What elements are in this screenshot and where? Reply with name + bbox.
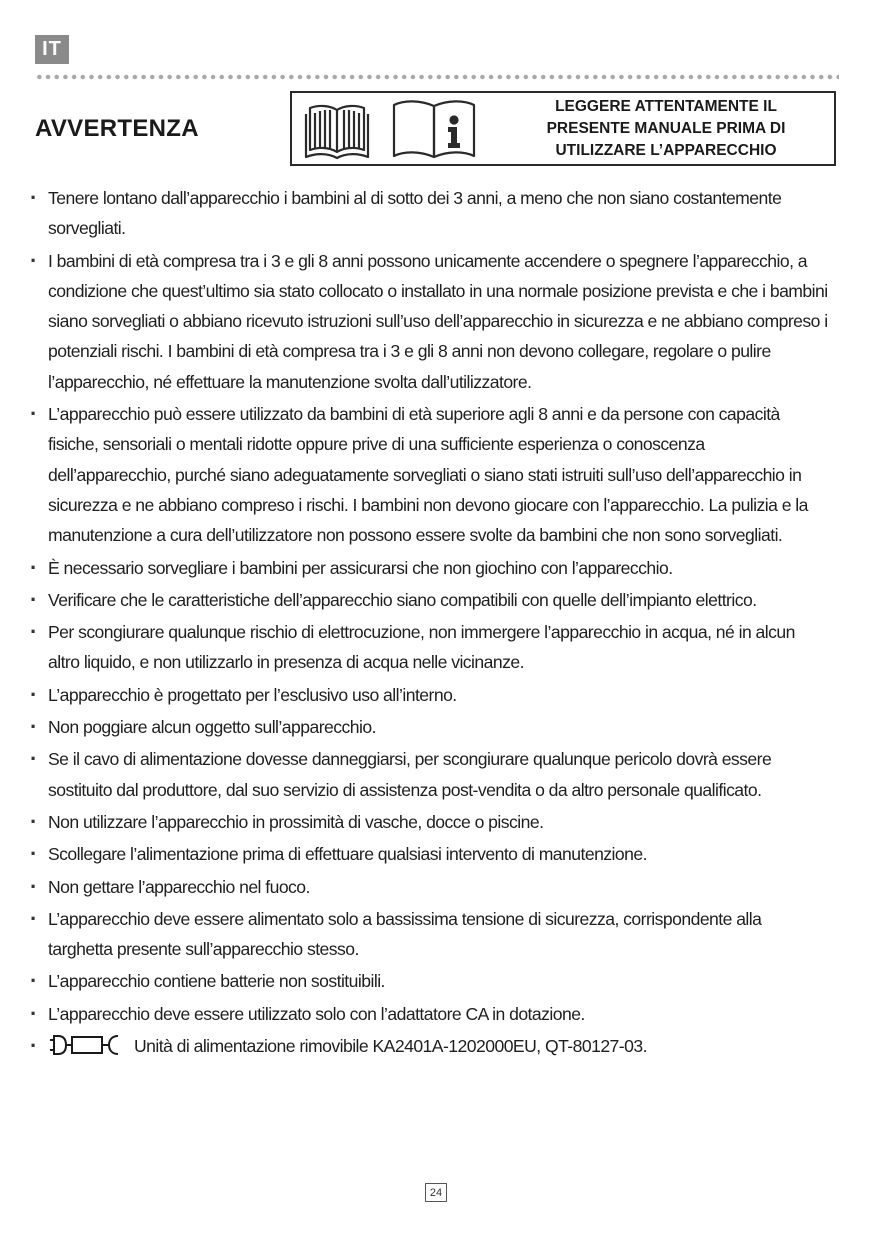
language-badge: IT [35, 35, 69, 64]
list-item: · L’apparecchio può essere utilizzato da bambini di età superiore agli 8 anni e da persone con capacità fisiche, sensoriali o mentali ridotte oppure prive di una sufficiente esperienza o conoscenza dell’apparecchio, purché siano adeguatamente sorvegliati o siano stati istruiti sull’uso dell’apparecchio in sicurezza e ne abbiano compreso i rischi. I bambini non devono giocare con l’apparecchio. La pulizia e la manutenzione a cura dell’utilizzatore non possono essere svolte da bambini che non sono sorvegliati. [30, 399, 830, 550]
list-item: · Non utilizzare l’apparecchio in prossimità di vasche, docce o piscine. [30, 807, 830, 837]
notice-text [496, 96, 836, 162]
list-item: · Non gettare l’apparecchio nel fuoco. [30, 872, 830, 902]
page-title: AVVERTENZA [35, 115, 199, 142]
list-item: · L’apparecchio deve essere utilizzato solo con l’adattatore CA in dotazione. [30, 999, 830, 1029]
read-manual-notice [290, 91, 836, 166]
list-item: · L’apparecchio è progettato per l’esclusivo uso all’interno. [30, 680, 830, 710]
list-item: · Scollegare l’alimentazione prima di effettuare qualsiasi intervento di manutenzione. [30, 839, 830, 869]
list-item: · Se il cavo di alimentazione dovesse danneggiarsi, per scongiurare qualunque pericolo dovrà essere sostituito dal produttore, dal suo servizio di assistenza post-vendita o da altro personale qualificato. [30, 744, 830, 805]
open-book-icon [304, 100, 370, 160]
list-item: · Verificare che le caratteristiche dell’apparecchio siano compatibili con quelle dell’impianto elettrico. [30, 585, 830, 615]
list-item: · Non poggiare alcun oggetto sull’apparecchio. [30, 712, 830, 742]
list-item: · È necessario sorvegliare i bambini per assicurarsi che non giochino con l’apparecchio. [30, 553, 830, 583]
notice-line: UTILIZZARE L’APPARECCHIO [555, 142, 777, 159]
power-supply-item [30, 1031, 830, 1061]
list-item: · L’apparecchio deve essere alimentato solo a bassissima tensione di sicurezza, corrispondente alla targhetta presente sull’apparecchio stesso. [30, 904, 830, 965]
list-item: · Tenere lontano dall’apparecchio i bambini al di sotto dei 3 anni, a meno che non siano costantemente sorvegliati. [30, 183, 830, 244]
detachable-power-supply-icon [48, 1034, 130, 1056]
power-supply-text: Unità di alimentazione rimovibile KA2401A-1202000EU, QT-80127-03. [134, 1036, 647, 1057]
notice-line: LEGGERE ATTENTAMENTE IL [555, 98, 777, 115]
warnings-list [30, 183, 830, 1061]
list-item: · Per scongiurare qualunque rischio di elettrocuzione, non immergere l’apparecchio in acqua, né in alcun altro liquido, e non utilizzarlo in presenza di acqua nelle vicinanze. [30, 617, 830, 678]
list-item: · L’apparecchio contiene batterie non sostituibili. [30, 966, 830, 996]
information-icon [390, 99, 478, 161]
dotted-divider [35, 74, 839, 80]
page-number: 24 [425, 1183, 447, 1202]
notice-line: PRESENTE MANUALE PRIMA DI [546, 120, 786, 137]
list-item: · I bambini di età compresa tra i 3 e gli 8 anni possono unicamente accendere o spegnere l’apparecchio, a condizione che quest’ultimo sia stato collocato o installato in una normale posizione prevista e che i bambini siano sorvegliati o abbiano ricevuto istruzioni sull’uso dell’apparecchio in sicurezza e ne abbiano compreso i potenziali rischi. I bambini di età compresa tra i 3 e gli 8 anni non devono collegare, regolare o pulire l’apparecchio, né effettuare la manutenzione svolta dall’utilizzatore. [30, 246, 830, 397]
